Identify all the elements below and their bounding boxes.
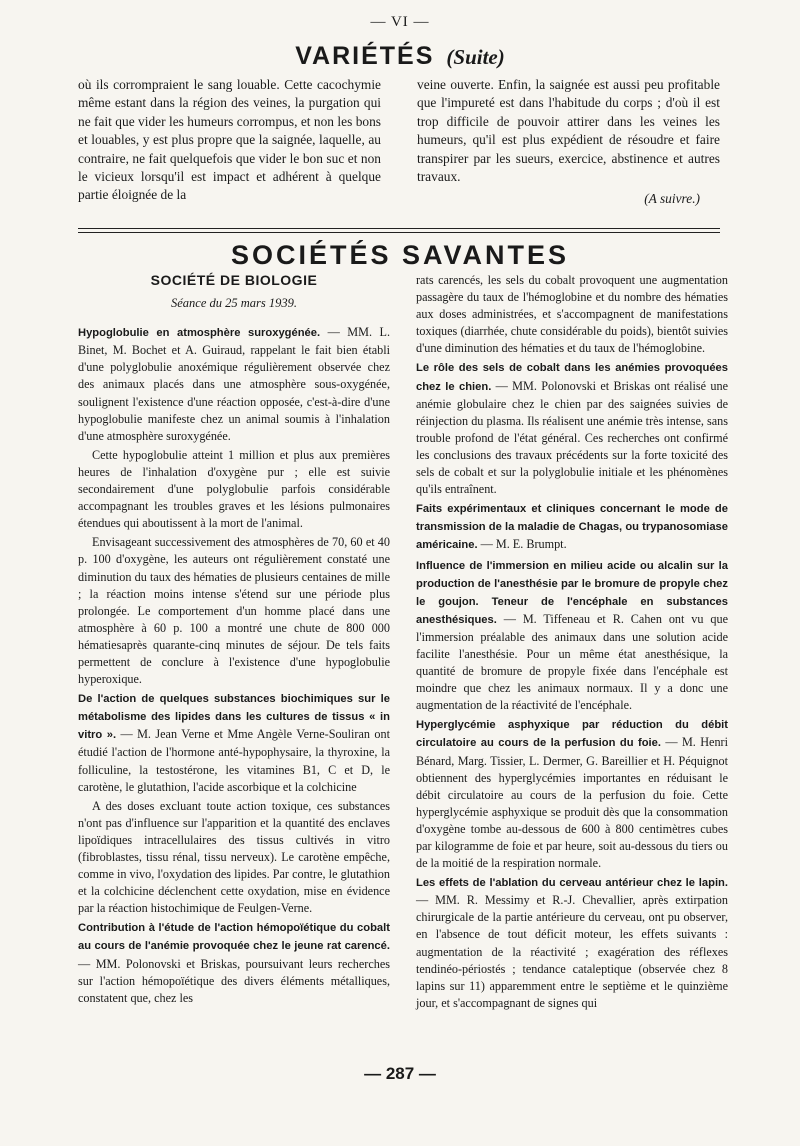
bottom-page-number: — 287 —: [364, 1064, 436, 1083]
article-heading: Faits expérimentaux et cliniques concernant le mode de transmission de la maladie de Chagas, ou trypanosomiase américaine.: [416, 503, 728, 552]
paragraph: Envisageant successivement des atmosphères de 70, 60 et 40 p. 100 d'oxygène, les auteurs ont régulièrement constaté une diminution du taux des hématies de plusieurs centaines de mille ; la réaction moins intense s'étend sur une période plus prolongée. Le comportement d'un homme placé dans une atmosphère à 60 p. 100 a montré une chute de 800 000 hématiesaprès quarante-cinq minutes de séjour. De tels faits permettent de conclure à l'existence d'une hypoglobulie hyperoxique.: [78, 535, 390, 687]
varietes-left-text: où ils corrompraient le sang louable. Cette cacochymie même estant dans la région des veines, la purgation qui ne fait que vider les humeurs corrompus, et non les bons et louables, y est plus propre que la saignée, laquelle, au contraire, ne fait quelquefois que vider le bon suc et non le vicieux lorsqu'il est impact et adhérent à quelque partie éloignée de la: [78, 77, 381, 203]
article-heading: Hyperglycémie asphyxique par réduction du débit circulatoire au cours de la perfusion du foie.: [416, 719, 728, 750]
seance-date: Séance du 25 mars 1939.: [170, 296, 298, 311]
article-cobalt-chien: [416, 359, 728, 498]
article-heading: Le rôle des sels de cobalt dans les anémies provoquées chez le chien.: [416, 362, 728, 393]
varietes-title: VARIÉTÉS: [295, 42, 435, 70]
article-text: — MM. R. Messimy et R.-J. Chevallier, après extirpation chirurgicale de la partie antérieure du cerveau, ont pu observer, en l'absence de tout déficit moteur, les effets suivants : augmentation de la réactivité ; exagération des réflexes tendinéo-périostés ; tendance cataleptique (observée chez 8 lapins sur 11) apparemment entre le septième et le quinzième jour, et s'accompagnant de signes qui: [416, 893, 728, 1010]
article-text: — M. Henri Bénard, Marg. Tissier, L. Dermer, G. Bareillier et H. Péquignot obtiennent des hyperglycémies importantes en réduisant le débit circulatoire au cours de la perfusion du foie. Cette hyperglycémie asphyxique se produit dès que la consommation d'oxygène tombe au-dessous de 600 à 800 centimètres cubes par kilogramme de foie et par heure, soit au-dessous du tiers ou de la moitié de la respiration normale.: [416, 735, 728, 871]
main-columns: [78, 272, 728, 1014]
article-text: — M. Jean Verne et Mme Angèle Verne-Souliran ont étudié l'action de l'hormone anté-hypophysaire, la thyroxine, la folliculine, la testostérone, les vitamines B1, C et D, le carotène, le glutathion, l'acide ascorbique et la colchicine: [78, 727, 390, 794]
top-page-number: — VI —: [370, 14, 430, 30]
varietes-suite: (Suite): [446, 45, 505, 69]
article-lipides: [78, 690, 390, 796]
varietes-columns: [78, 76, 720, 209]
right-column: [416, 272, 728, 1014]
article-heading: De l'action de quelques substances biochimiques sur le métabolisme des lipides dans les cultures de tissus « in vitro ».: [78, 693, 390, 742]
article-immersion: [416, 557, 728, 715]
article-text: — M. E. Brumpt.: [477, 537, 567, 552]
varietes-heading: [0, 42, 800, 71]
paragraph: rats carencés, les sels du cobalt provoquent une augmentation passagère du taux de l'hémoglobine et du nombre des hématies aux doses administrées, et s'accompagnent de manifestations toxiques (diarrhée, chute considérable du poids), bientôt suivies d'une diminution des hématies et du taux de l'hémoglobine.: [416, 273, 728, 356]
article-text: — MM. Polonovski et Briskas ont réalisé une anémie globulaire chez le chien par des saignées suivies de réinjection du plasma. Ils réalisent une anémie très intense, sans trouble profond de l'état général. Ces recherches ont confirmé les conclusions des travaux précédents sur la forte toxicité des sels de cobalt et sur la polyglobulie initiale et les phénomènes qu'ils entraînent.: [416, 378, 729, 497]
left-column: [78, 272, 390, 1014]
article-heading: Hypoglobulie en atmosphère suroxygénée.: [78, 327, 321, 340]
varietes-right-column: [417, 76, 720, 209]
article-chagas: [416, 500, 728, 554]
article-text: — MM. Polonovski et Briskas, poursuivant leurs recherches sur l'action hémopoïétique des divers éléments métalliques, constatent que, chez les: [78, 956, 390, 1005]
societes-savantes-title: SOCIÉTÉS SAVANTES: [230, 240, 570, 270]
section-divider-thin: [78, 232, 720, 233]
societe-biologie-heading: SOCIÉTÉ DE BIOLOGIE: [150, 272, 318, 288]
article-text: — MM. L. Binet, M. Bochet et A. Guiraud, rappelant le fait bien établi d'une polyglobulie anoxémique régulièrement observée chez des animaux placés dans une atmosphère sous-oxygénée, soulignent l'existence d'une réaction opposée, c'est-à-dire d'une hypoglobulie manifeste chez un animal soumis à l'inhalation d'une atmosphère suroxygénée.: [78, 325, 391, 443]
article-heading: Influence de l'immersion en milieu acide ou alcalin sur la production de l'anesthésie par le bromure de propyle chez le goujon. Teneur de l'encéphale en substances anesthésiques.: [416, 559, 728, 626]
article-hyperglycemie: [416, 716, 728, 872]
article-cerveau: [416, 874, 728, 1012]
section-divider: [78, 228, 720, 229]
varietes-right-text: veine ouverte. Enfin, la saignée est aussi peu profitable que l'impureté est dans l'habitude du corps ; d'où il est trop difficile de pouvoir attirer dans les veines les humeurs, qu'il est plus expédient de résoudre et faire transpirer par les sueurs, exercice, abstinence et autres travaux.: [417, 77, 720, 185]
paragraph: A des doses excluant toute action toxique, ces substances n'ont pas d'influence sur l'apparition et la quantité des enclaves lipoïdiques intracellulaires des tissus cultivés in vitro (fibroblastes, tissu rénal, tissu nerveux). Le carotène empêche, comme in vivo, l'oxydation des lipides. Par contre, le glutathion et la colchicine déclenchent cette oxydation, mise en évidence par la réaction histochimique de Feulgen-Verne.: [78, 798, 390, 916]
paragraph: Cette hypoglobulie atteint 1 million et plus aux premières heures de l'inhalation d'oxygène pur ; elle est suivie secondairement d'une polyglobulie parfois considérable accompagnant les troubles graves et les lésions pulmonaires étendues qui aboutissent à la mort de l'animal.: [78, 447, 390, 531]
varietes-left-column: [78, 76, 381, 209]
article-heading: Contribution à l'étude de l'action hémopoïétique du cobalt au cours de l'anémie provoquée chez le jeune rat carencé.: [78, 922, 390, 953]
article-hypoglobulie: [78, 324, 390, 445]
a-suivre-note: (A suivre.): [644, 191, 700, 207]
article-text: — M. Tiffeneau et R. Cahen ont vu que l'immersion préalable des animaux dans une solution acide facilite l'anesthésie. Pour un même état anesthésique, la quantité de bromure de propyle fixée dans l'encéphale est moindre que chez les animaux normaux. Il y a donc une augmentation de la réactivité de l'encéphale.: [416, 611, 728, 713]
article-cobalt-rat: [78, 919, 390, 1006]
article-heading: Les effets de l'ablation du cerveau antérieur chez le lapin.: [416, 877, 728, 890]
